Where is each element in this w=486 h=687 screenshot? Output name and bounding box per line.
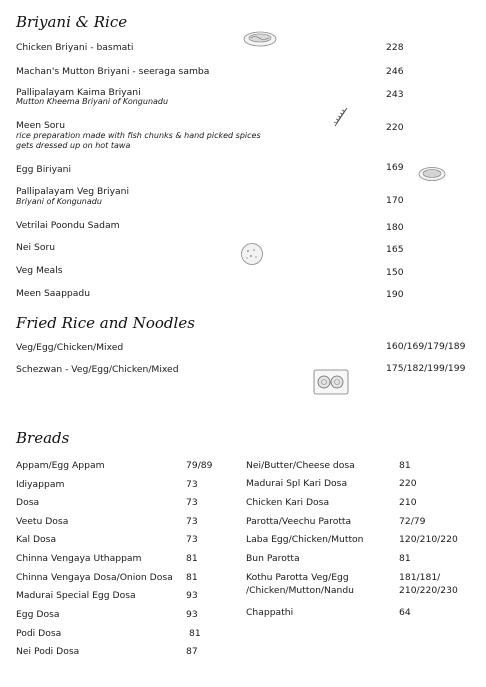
menu-item-price: 190 xyxy=(386,289,404,300)
menu-item-desc: rice preparation made with fish chunks & hand picked spices xyxy=(16,131,261,140)
menu-item-name: Machan's Mutton Briyani - seeraga samba xyxy=(16,66,210,77)
section-title-breads: Breads xyxy=(16,429,70,447)
menu-item-desc: Mutton Kheema Briyani of Kongunadu xyxy=(16,97,169,106)
menu-item-price: 81 xyxy=(399,553,411,564)
menu-item-name: Madurai Special Egg Dosa xyxy=(16,590,136,601)
menu-item-name: Kothu Parotta Veg/Egg xyxy=(246,572,349,583)
section-title-briyani: Briyani & Rice xyxy=(16,13,128,31)
menu-item-name: Chinna Vengaya Dosa/Onion Dosa xyxy=(16,572,173,583)
menu-item-name: Kal Dosa xyxy=(16,534,57,545)
menu-item-price: 220 xyxy=(399,478,417,489)
menu-item-price: 73 xyxy=(186,497,198,508)
menu-item-price: 210/220/230 xyxy=(399,585,458,596)
menu-item-price: 246 xyxy=(386,66,404,77)
leaf-doodle-icon xyxy=(333,106,349,128)
dosa-doodle-icon xyxy=(240,241,264,267)
menu-item-price: 93 xyxy=(186,590,198,601)
menu-item-price: 79/89 xyxy=(186,460,213,471)
menu-item-name: Veetu Dosa xyxy=(16,516,69,527)
menu-item-price: 243 xyxy=(386,89,404,100)
menu-item-price: 170 xyxy=(386,195,404,206)
menu-item-price: 228 xyxy=(386,42,404,53)
menu-item-name: /Chicken/Mutton/Nandu xyxy=(246,585,354,596)
menu-item-price: 73 xyxy=(186,534,198,545)
menu-item-name: Meen Saappadu xyxy=(16,288,91,299)
menu-item-price: 87 xyxy=(186,646,198,657)
menu-item-price: 81 xyxy=(186,553,198,564)
menu-item-name: Schezwan - Veg/Egg/Chicken/Mixed xyxy=(16,364,179,375)
menu-item-desc: gets dressed up on hot tawa xyxy=(16,141,131,150)
menu-item-name: Chappathi xyxy=(246,607,294,618)
tiffin-doodle-icon xyxy=(313,368,349,396)
menu-item-name: Podi Dosa xyxy=(16,628,62,639)
menu-item-name: Meen Soru xyxy=(16,120,66,131)
menu-item-price: 169 xyxy=(386,162,404,173)
menu-item-name: Pallipalayam Kaima Briyani xyxy=(16,87,141,98)
menu-item-price: 72/79 xyxy=(399,516,426,527)
bowl-doodle-icon xyxy=(243,30,277,48)
menu-item-name: Egg Dosa xyxy=(16,609,60,620)
menu-item-price: 220 xyxy=(386,122,404,133)
menu-item-price: 73 xyxy=(186,479,198,490)
menu-item-price: 81 xyxy=(399,460,411,471)
menu-item-name: Nei Podi Dosa xyxy=(16,646,80,657)
menu-item-price: 180 xyxy=(386,222,404,233)
menu-item-price: 81 xyxy=(186,572,198,583)
plate-doodle-icon xyxy=(418,166,446,182)
menu-item-price: 73 xyxy=(186,516,198,527)
menu-item-price: 160/169/179/189 xyxy=(386,341,466,352)
menu-item-price: 165 xyxy=(386,244,404,255)
menu-item-price: 150 xyxy=(386,267,404,278)
menu-item-price: 210 xyxy=(399,497,417,508)
menu-item-name: Parotta/Veechu Parotta xyxy=(246,516,352,527)
menu-item-name: Bun Parotta xyxy=(246,553,300,564)
menu-item-price: 93 xyxy=(186,609,198,620)
menu-item-name: Vetrilai Poondu Sadam xyxy=(16,220,120,231)
menu-item-name: Appam/Egg Appam xyxy=(16,460,105,471)
menu-item-name: Chicken Briyani - basmati xyxy=(16,42,134,53)
menu-item-price: 181/181/ xyxy=(399,572,441,583)
menu-item-name: Nei/Butter/Cheese dosa xyxy=(246,460,355,471)
menu-item-name: Chicken Kari Dosa xyxy=(246,497,330,508)
menu-item-price: 175/182/199/199 xyxy=(386,363,466,374)
menu-item-price: 120/210/220 xyxy=(399,534,458,545)
menu-item-name: Dosa xyxy=(16,497,40,508)
menu-item-name: Nei Soru xyxy=(16,242,56,253)
menu-item-name: Idiyappam xyxy=(16,479,65,490)
menu-item-name: Pallipalayam Veg Briyani xyxy=(16,186,130,197)
menu-item-name: Chinna Vengaya Uthappam xyxy=(16,553,142,564)
menu-item-price: 81 xyxy=(189,628,201,639)
menu-item-name: Laba Egg/Chicken/Mutton xyxy=(246,534,364,545)
menu-item-price: 64 xyxy=(399,607,411,618)
menu-item-name: Veg Meals xyxy=(16,265,63,276)
menu-item-desc: Briyani of Kongunadu xyxy=(16,197,102,206)
menu-item-name: Veg/Egg/Chicken/Mixed xyxy=(16,342,124,353)
menu-item-name: Egg Biriyani xyxy=(16,164,72,175)
section-title-fried-rice: Fried Rice and Noodles xyxy=(16,314,195,332)
menu-item-name: Madurai Spl Kari Dosa xyxy=(246,478,348,489)
